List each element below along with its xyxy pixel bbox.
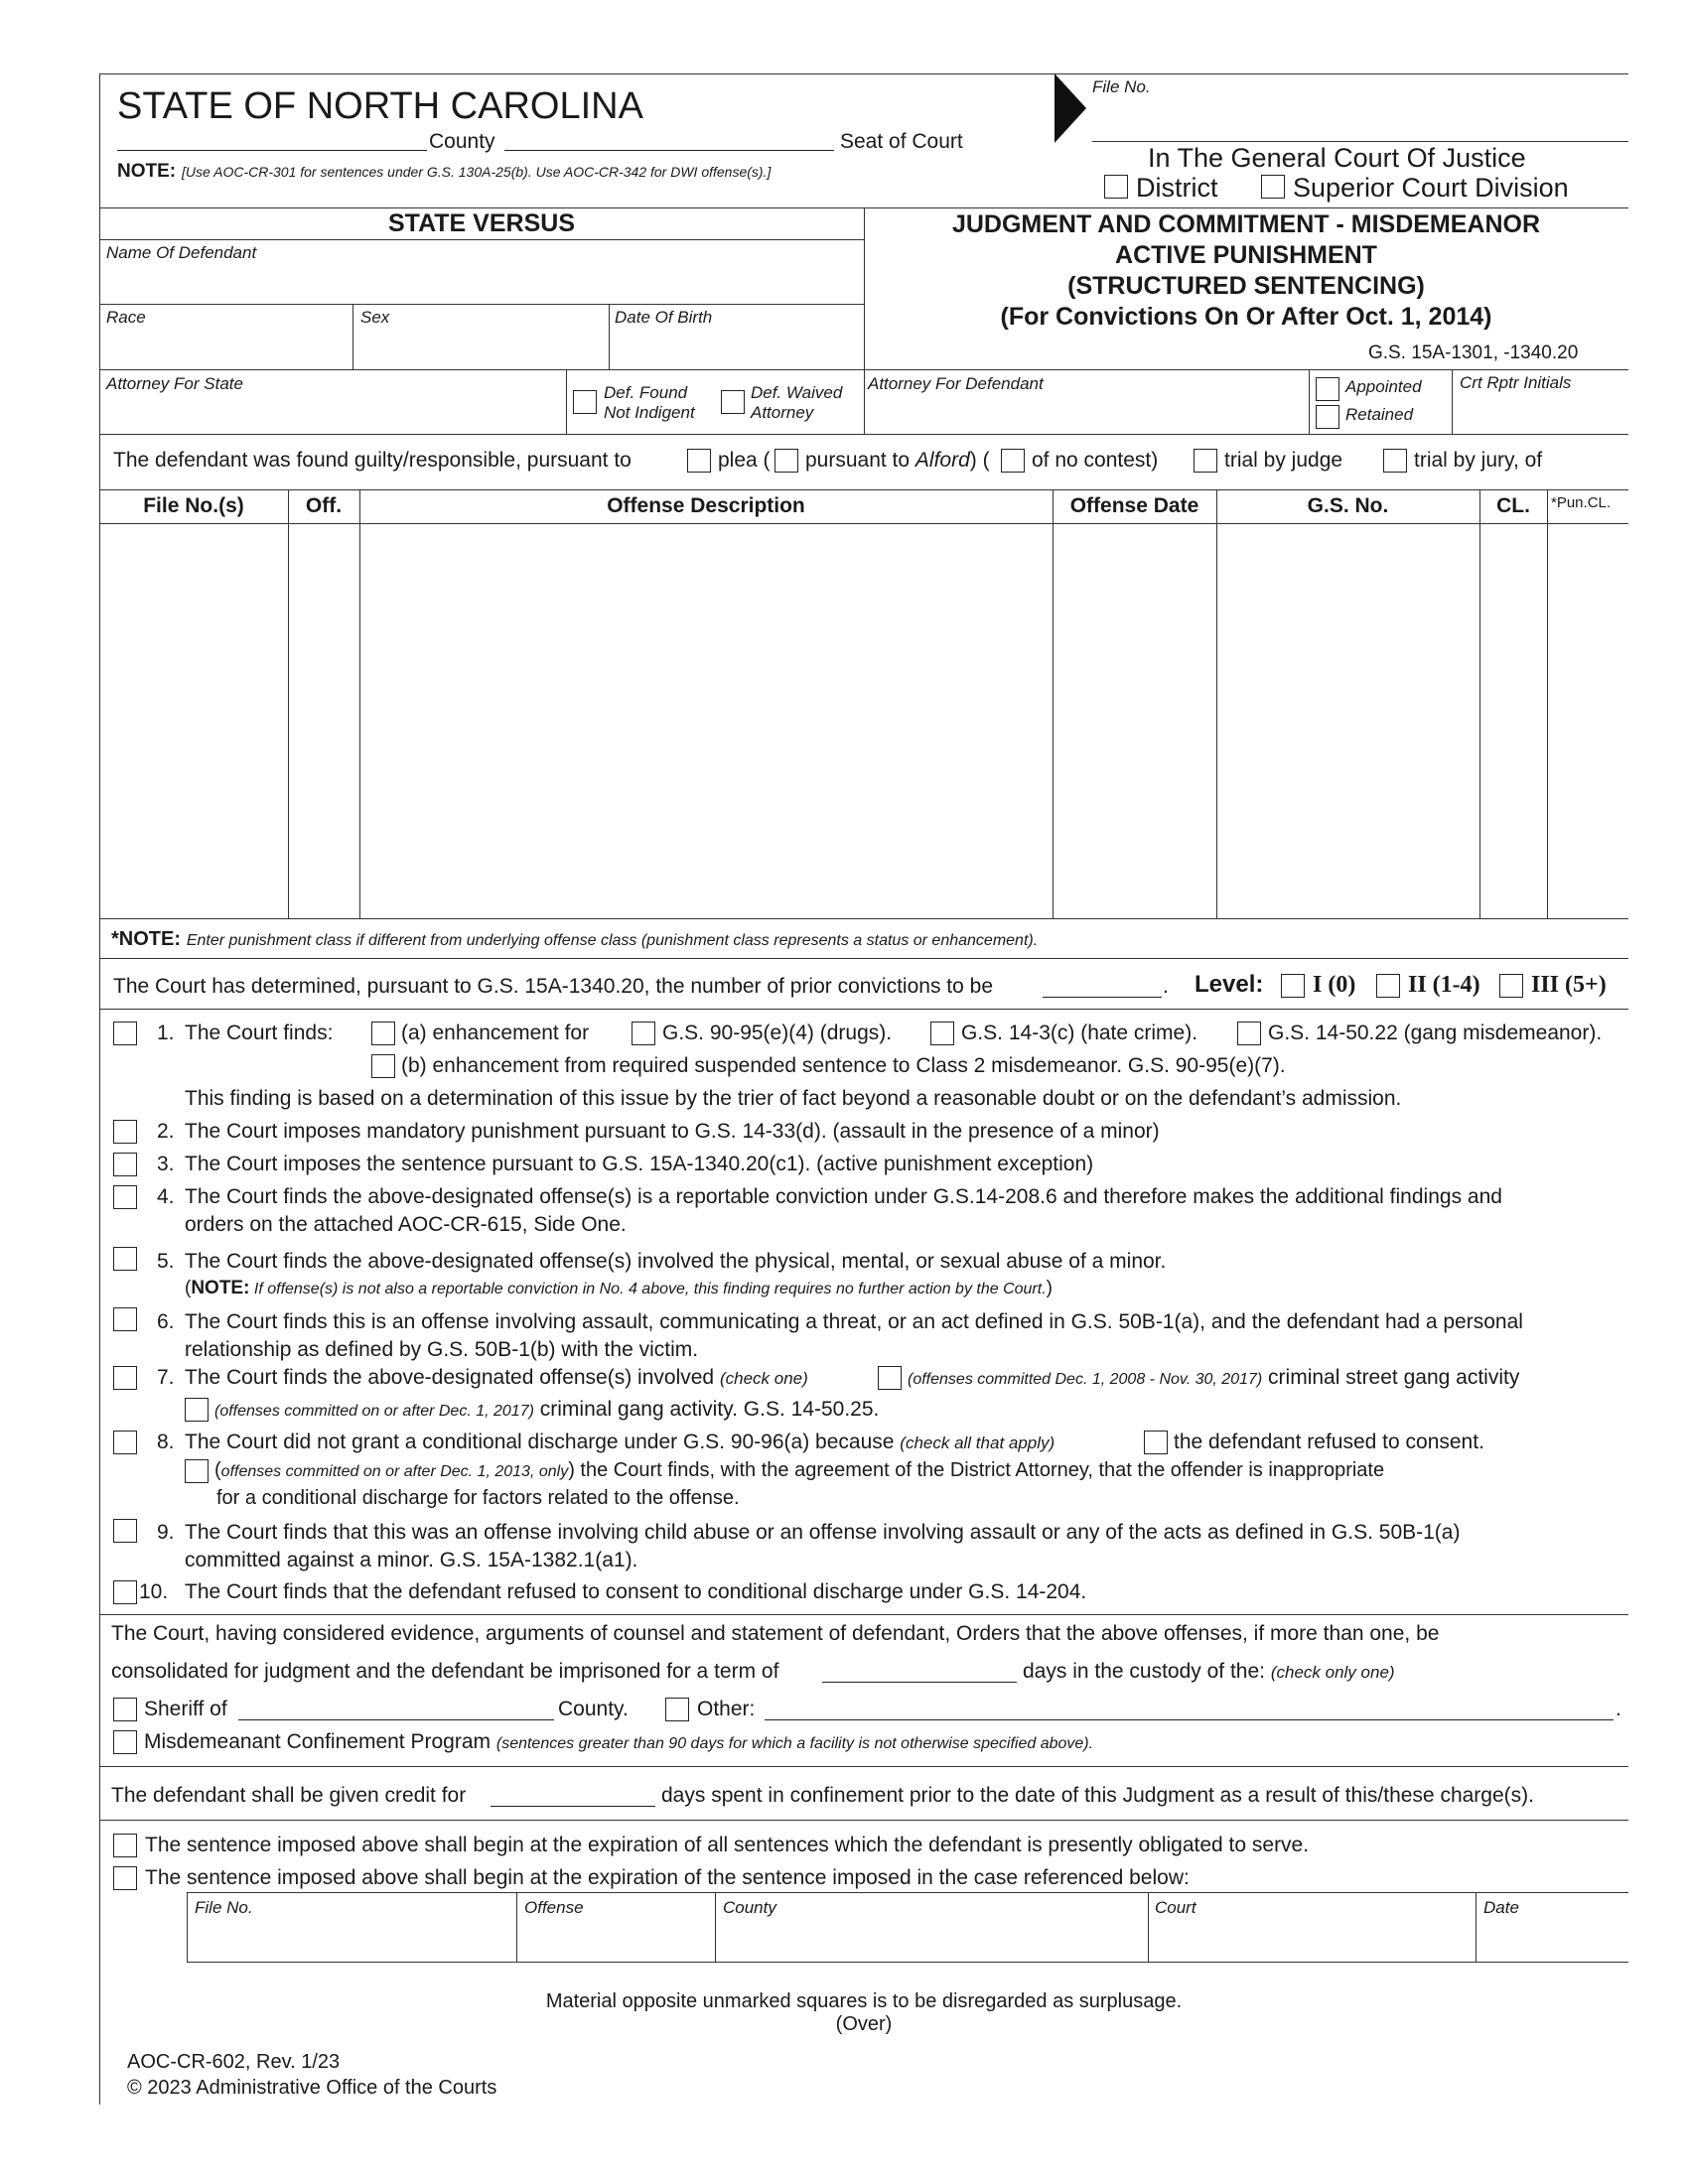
- prior-text: The Court has determined, pursuant to G.S. 15A-1340.20, the number of prior convictions to be: [113, 975, 993, 998]
- finding-9-line1: The Court finds that this was an offense involving child abuse or an offense involving assault or any of the acts as defined in G.S. 50B-1(a): [185, 1521, 1461, 1544]
- finding-8-refused-label: the defendant refused to consent.: [1174, 1431, 1484, 1453]
- ref-offense-label: Offense: [524, 1898, 584, 1917]
- retained-checkbox[interactable]: [1316, 405, 1339, 429]
- mcp-label: Misdemeanant Confinement Program: [144, 1730, 492, 1753]
- col-file-no: File No.(s): [143, 494, 244, 517]
- col-offense-description: Offense Description: [607, 494, 805, 517]
- finding-1-drugs-label: G.S. 90-95(e)(4) (drugs).: [662, 1022, 893, 1044]
- note-text: [Use AOC-CR-301 for sentences under G.S. 130A-25(b). Use AOC-CR-342 for DWI offense(s).]: [181, 164, 772, 180]
- state-heading: STATE OF NORTH CAROLINA: [117, 85, 643, 127]
- ref-file-no-label: File No.: [195, 1898, 253, 1917]
- finding-1a-label: (a) enhancement for: [401, 1022, 590, 1044]
- plea-checkbox[interactable]: [687, 449, 711, 473]
- order-line1: The Court, having considered evidence, arguments of counsel and statement of defendant, Orders that the above offenses, if more than one, be: [111, 1622, 1440, 1645]
- finding-8-num: 8.: [157, 1431, 175, 1453]
- order-check-hint: (check only one): [1270, 1663, 1395, 1682]
- finding-5-num: 5.: [157, 1250, 175, 1273]
- alford-label: Alford: [914, 449, 970, 472]
- over-label: (Over): [835, 2013, 893, 2035]
- surplusage-note: Material opposite unmarked squares is to be disregarded as surplusage.: [545, 1990, 1183, 2012]
- finding-7-check-hint: (check one): [719, 1369, 808, 1388]
- file-no-label: File No.: [1092, 77, 1151, 96]
- finding-8-check-hint: (check all that apply): [900, 1433, 1055, 1452]
- seat-label: Seat of Court: [840, 130, 963, 153]
- finding-10-text: The Court finds that the defendant refused to consent to conditional discharge under G.S. 14-204.: [185, 1580, 1087, 1603]
- title-line1: JUDGMENT AND COMMITMENT - MISDEMEANOR: [951, 210, 1541, 238]
- finding-7-street-gang-checkbox[interactable]: [878, 1366, 902, 1390]
- county-suffix: County.: [558, 1698, 629, 1720]
- attorney-def-label: Attorney For Defendant: [868, 374, 1044, 393]
- finding-5-note-label: NOTE:: [191, 1278, 250, 1298]
- level-ii-checkbox[interactable]: [1376, 974, 1400, 998]
- attorney-label: Attorney: [751, 403, 814, 422]
- attorney-state-label: Attorney For State: [106, 374, 243, 393]
- sheriff-checkbox[interactable]: [113, 1698, 137, 1721]
- court-name: In The General Court Of Justice: [1148, 143, 1526, 173]
- finding-1-checkbox[interactable]: [113, 1022, 137, 1045]
- pointer-arrow-icon: [1055, 73, 1086, 143]
- col-offense-date: Offense Date: [1069, 494, 1199, 517]
- finding-9-checkbox[interactable]: [113, 1519, 137, 1543]
- appointed-checkbox[interactable]: [1316, 377, 1339, 401]
- other-line[interactable]: [765, 1719, 1614, 1720]
- finding-6-num: 6.: [157, 1310, 175, 1333]
- name-label: Name Of Defendant: [106, 243, 257, 262]
- col-cl: CL.: [1496, 494, 1530, 517]
- level-i-label: I (0): [1313, 972, 1356, 998]
- credit-pre: The defendant shall be given credit for: [111, 1784, 467, 1807]
- title-line2: ACTIVE PUNISHMENT: [1115, 241, 1377, 269]
- finding-1-drugs-checkbox[interactable]: [632, 1022, 655, 1045]
- order-line2-pre: consolidated for judgment and the defendant be imprisoned for a term of: [111, 1660, 779, 1683]
- prior-count-line[interactable]: [1043, 997, 1162, 998]
- note-label: NOTE:: [117, 161, 177, 182]
- pun-note-label: *NOTE:: [111, 928, 181, 950]
- term-days-line[interactable]: [822, 1682, 1017, 1683]
- fileno-top-line: [1053, 73, 1628, 74]
- alford-checkbox[interactable]: [774, 449, 798, 473]
- sex-label: Sex: [360, 308, 390, 327]
- superior-checkbox[interactable]: [1261, 175, 1285, 199]
- finding-8-opt2-label: ) the Court finds, with the agreement of the District Attorney, that the offender is inappropriate: [568, 1459, 1385, 1481]
- finding-1-gang-label: G.S. 14-50.22 (gang misdemeanor).: [1268, 1022, 1603, 1044]
- file-no-line[interactable]: [1092, 141, 1628, 142]
- name-field[interactable]: [99, 304, 864, 305]
- trial-jury-label: trial by jury, of: [1414, 449, 1543, 472]
- retained-label: Retained: [1345, 405, 1414, 424]
- title-line3: (STRUCTURED SENTENCING): [1067, 272, 1425, 300]
- def-waived-label: Def. Waived: [751, 383, 843, 402]
- finding-1-num: 1.: [157, 1022, 175, 1044]
- race-label: Race: [106, 308, 146, 327]
- finding-1b-label: (b) enhancement from required suspended sentence to Class 2 misdemeanor. G.S. 90-95(e)(7).: [401, 1054, 1286, 1077]
- level-iii-checkbox[interactable]: [1499, 974, 1523, 998]
- form-number: AOC-CR-602, Rev. 1/23: [127, 2051, 341, 2073]
- finding-3-checkbox[interactable]: [113, 1153, 137, 1176]
- finding-7-lead: The Court finds the above-designated offense(s) involved: [185, 1366, 715, 1389]
- finding-1-basis: This finding is based on a determination of this issue by the trier of fact beyond a reasonable doubt or on the defendant’s admission.: [185, 1087, 1402, 1110]
- district-label: District: [1136, 173, 1218, 203]
- order-line2-post: days in the custody of the:: [1023, 1660, 1265, 1683]
- finding-7-checkbox[interactable]: [113, 1366, 137, 1390]
- mcp-checkbox[interactable]: [113, 1730, 137, 1754]
- finding-3-text: The Court imposes the sentence pursuant to G.S. 15A-1340.20(c1). (active punishment exception): [185, 1153, 1094, 1175]
- col-pun-cl: *Pun.CL.: [1551, 494, 1612, 511]
- col-gs-no: G.S. No.: [1307, 494, 1389, 517]
- finding-1-lead: The Court finds:: [185, 1022, 334, 1044]
- finding-7-opt2-label: criminal gang activity. G.S. 14-50.25.: [533, 1398, 880, 1421]
- left-border: [99, 73, 100, 2105]
- plea-label: plea (: [718, 449, 771, 472]
- trial-jury-checkbox[interactable]: [1383, 449, 1407, 473]
- finding-2-num: 2.: [157, 1120, 175, 1143]
- sheriff-county-line[interactable]: [238, 1719, 554, 1720]
- no-contest-label: of no contest): [1032, 449, 1159, 472]
- superior-label: Superior Court Division: [1293, 173, 1569, 203]
- finding-8-refused-checkbox[interactable]: [1144, 1431, 1168, 1454]
- seat-of-court-line[interactable]: [504, 150, 834, 151]
- appointed-label: Appointed: [1345, 377, 1422, 396]
- credit-post: days spent in confinement prior to the date of this Judgment as a result of this/these charge(s).: [661, 1784, 1534, 1807]
- ref-court-label: Court: [1155, 1898, 1196, 1917]
- finding-10-num: 10.: [139, 1580, 169, 1603]
- finding-8-inappropriate-checkbox[interactable]: [185, 1459, 209, 1483]
- finding-9-line2: committed against a minor. G.S. 15A-1382.1(a1).: [185, 1549, 638, 1571]
- finding-1-hate-label: G.S. 14-3(c) (hate crime).: [961, 1022, 1198, 1044]
- col-off: Off.: [305, 494, 343, 517]
- trial-judge-checkbox[interactable]: [1194, 449, 1217, 473]
- other-label: Other:: [697, 1698, 756, 1720]
- alford-pre: pursuant to: [805, 449, 915, 472]
- dob-label: Date Of Birth: [615, 308, 713, 327]
- finding-1-gang-checkbox[interactable]: [1237, 1022, 1261, 1045]
- finding-7-opt2-date: (offenses committed on or after Dec. 1, 2017): [214, 1403, 534, 1420]
- district-checkbox[interactable]: [1104, 175, 1128, 199]
- begin-case-label: The sentence imposed above shall begin at the expiration of the sentence imposed in the case referenced below:: [145, 1866, 1190, 1889]
- finding-1a-checkbox[interactable]: [371, 1022, 395, 1045]
- def-not-indigent-checkbox[interactable]: [573, 390, 597, 414]
- credit-days-line[interactable]: [491, 1806, 655, 1807]
- copyright: © 2023 Administrative Office of the Courts: [127, 2077, 497, 2099]
- begin-all-label: The sentence imposed above shall begin at the expiration of all sentences which the defendant is presently obligated to serve.: [145, 1834, 1310, 1856]
- finding-6-line1: The Court finds this is an offense involving assault, communicating a threat, or an act defined in G.S. 50B-1(a), and the defendant had a personal: [185, 1310, 1523, 1333]
- finding-6-line2: relationship as defined by G.S. 50B-1(b) with the victim.: [185, 1338, 699, 1361]
- level-label: Level:: [1195, 971, 1264, 998]
- finding-4-checkbox[interactable]: [113, 1185, 137, 1209]
- not-indigent-label: Not Indigent: [604, 403, 695, 422]
- alford-post: ) (: [969, 449, 990, 472]
- finding-5-note-open: (: [185, 1278, 192, 1298]
- ref-county-label: County: [723, 1898, 776, 1917]
- county-label: County: [429, 130, 495, 153]
- pun-note-text: Enter punishment class if different from underlying offense class (punishment class represents a status or enhancement).: [186, 932, 1039, 949]
- finding-4-num: 4.: [157, 1185, 175, 1208]
- finding-5-note-text: If offense(s) is not also a reportable conviction in No. 4 above, this finding requires no further action by the Court.: [249, 1281, 1047, 1297]
- finding-8-opt2-date: offenses committed on or after Dec. 1, 2013, only: [220, 1463, 569, 1480]
- finding-7-num: 7.: [157, 1366, 175, 1389]
- no-contest-checkbox[interactable]: [1001, 449, 1025, 473]
- def-waived-attorney-checkbox[interactable]: [721, 390, 745, 414]
- level-i-checkbox[interactable]: [1281, 974, 1305, 998]
- finding-5-line1: The Court finds the above-designated offense(s) involved the physical, mental, or sexual abuse of a minor.: [185, 1250, 1167, 1273]
- crt-rptr-label: Crt Rptr Initials: [1460, 373, 1572, 392]
- finding-8-opt2-open: (: [214, 1459, 221, 1481]
- finding-4-line2: orders on the attached AOC-CR-615, Side One.: [185, 1213, 627, 1236]
- finding-8-opt2-line2: for a conditional discharge for factors related to the offense.: [216, 1487, 740, 1509]
- finding-2-checkbox[interactable]: [113, 1120, 137, 1144]
- finding-3-num: 3.: [157, 1153, 175, 1175]
- finding-10-checkbox[interactable]: [113, 1580, 137, 1604]
- title-line4: (For Convictions On Or After Oct. 1, 2014): [1000, 303, 1492, 331]
- def-found-label: Def. Found: [604, 383, 688, 402]
- finding-9-num: 9.: [157, 1521, 175, 1544]
- ref-date-label: Date: [1483, 1898, 1519, 1917]
- mcp-note: (sentences greater than 90 days for which a facility is not otherwise specified above).: [495, 1735, 1094, 1752]
- trial-judge-label: trial by judge: [1224, 449, 1343, 472]
- other-checkbox[interactable]: [665, 1698, 689, 1721]
- finding-7-gang-checkbox[interactable]: [185, 1398, 209, 1422]
- finding-1b-checkbox[interactable]: [371, 1054, 395, 1078]
- finding-6-checkbox[interactable]: [113, 1307, 137, 1331]
- finding-5-checkbox[interactable]: [113, 1247, 137, 1271]
- finding-7-opt1-label: criminal street gang activity: [1262, 1366, 1520, 1389]
- finding-8-checkbox[interactable]: [113, 1431, 137, 1454]
- begin-case-checkbox[interactable]: [113, 1866, 137, 1890]
- state-versus: STATE VERSUS: [388, 209, 575, 237]
- sheriff-label: Sheriff of: [144, 1698, 227, 1720]
- finding-5-note-close: ): [1046, 1278, 1053, 1298]
- finding-2-text: The Court imposes mandatory punishment pursuant to G.S. 14-33(d). (assault in the presence of a minor): [185, 1120, 1160, 1143]
- finding-8-lead: The Court did not grant a conditional discharge under G.S. 90-96(a) because: [185, 1431, 895, 1453]
- guilty-lead: The defendant was found guilty/responsible, pursuant to: [113, 449, 632, 472]
- level-ii-label: II (1-4): [1408, 972, 1480, 998]
- finding-1-hate-checkbox[interactable]: [930, 1022, 954, 1045]
- finding-4-line1: The Court finds the above-designated offense(s) is a reportable conviction under G.S.14-208.6 and therefore makes the additional findings and: [185, 1185, 1502, 1208]
- statute: G.S. 15A-1301, -1340.20: [1368, 342, 1579, 363]
- level-iii-label: III (5+): [1531, 972, 1607, 998]
- begin-all-checkbox[interactable]: [113, 1834, 137, 1857]
- finding-7-opt1-date: (offenses committed Dec. 1, 2008 - Nov. 30, 2017): [908, 1371, 1263, 1388]
- county-line[interactable]: [117, 150, 427, 151]
